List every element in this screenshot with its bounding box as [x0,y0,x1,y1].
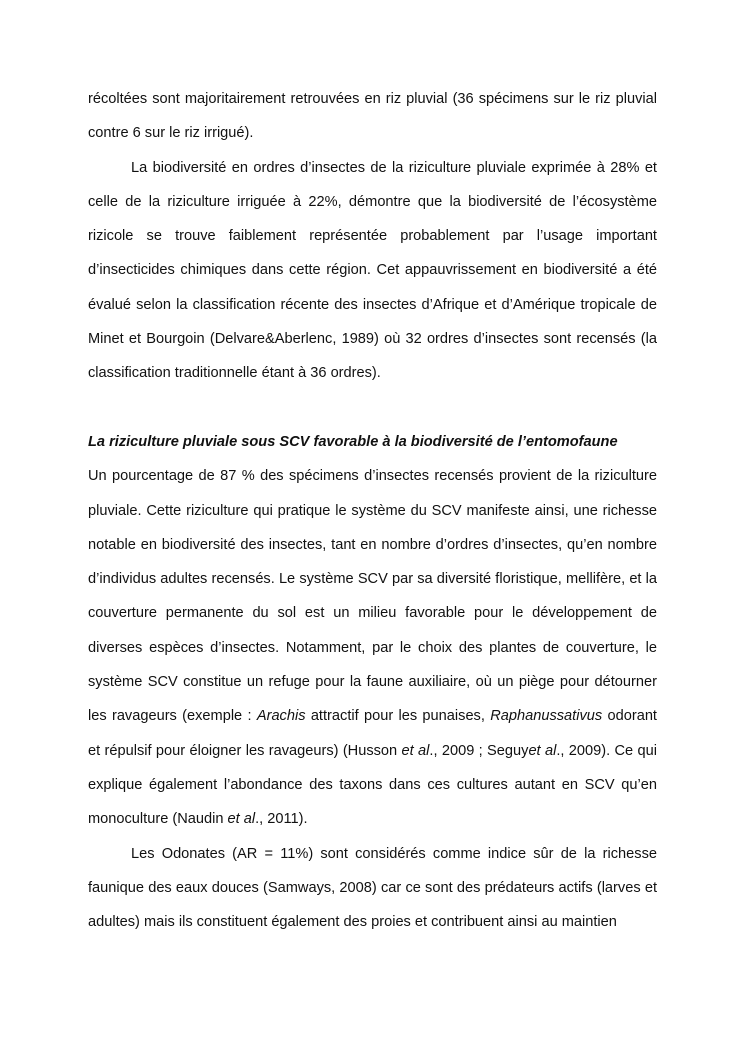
text-run: ., 2011). [255,811,308,828]
text-run: attractif pour les punaises, [305,708,491,725]
species-name: Raphanussativus [490,708,603,725]
paragraph-scv [88,459,657,836]
text-run: ., 2009 ; Seguy [429,742,529,759]
text-run: ., 2009). Ce qui explique également l’abondance des taxons dans ces cultures autant en SCV qu’en monoculture (Naudin [88,742,657,828]
paragraph-biodiversity-orders: La biodiversité en ordres d’insectes de la riziculture pluviale exprimée à 28% et celle de la riziculture irriguée à 22%, démontre que la biodiversité de l’écosystème rizicole se trouve faiblement représentée probablement par l’usage important d’insecticides chimiques dans cette région. Cet appauvrissement en biodiversité a été évalué selon la classification récente des insectes d’Afrique et d’Amérique tropicale de Minet et Bourgoin (Delvare&Aberlenc, 1989) où 32 ordres d’insectes sont recensés (la classification traditionnelle étant à 36 ordres). [88,159,657,382]
citation-et-al: et al [401,742,430,759]
document-page [88,82,657,939]
text-run: odorant et répulsif pour éloigner les ravageurs) (Husson [88,708,657,759]
paragraph-continuation: récoltées sont majoritairement retrouvées en riz pluvial (36 spécimens sur le riz pluvial contre 6 sur le riz irrigué). [88,91,657,142]
species-name: Arachis [256,708,306,725]
citation-et-al: et al [528,742,557,759]
text-run: Un pourcentage de 87 % des spécimens d’insectes recensés provient de la riziculture pluviale. Cette riziculture qui pratique le système du SCV manifeste ainsi, une richesse notable en biodiversité des insectes, tant en nombre d’ordres d’insectes, qu’en nombre d’individus adultes recensés. Le système SCV par sa diversité floristique, mellifère, et la couverture permanente du sol est un milieu favorable pour le développement de diverses espèces d’insectes. Notamment, par le choix des plantes de couverture, le système SCV constitue un refuge pour la faune auxiliaire, où un piège pour détourner les ravageurs (exemple : [88,468,657,725]
citation-et-al: et al [227,811,256,828]
paragraph-odonates: Les Odonates (AR = 11%) sont considérés comme indice sûr de la richesse faunique des eaux douces (Samways, 2008) car ce sont des prédateurs actifs (larves et adultes) mais ils constituent également des proies et contribuent ainsi au maintien [88,845,657,931]
section-heading: La riziculture pluviale sous SCV favorable à la biodiversité de l’entomofaune [88,433,618,450]
